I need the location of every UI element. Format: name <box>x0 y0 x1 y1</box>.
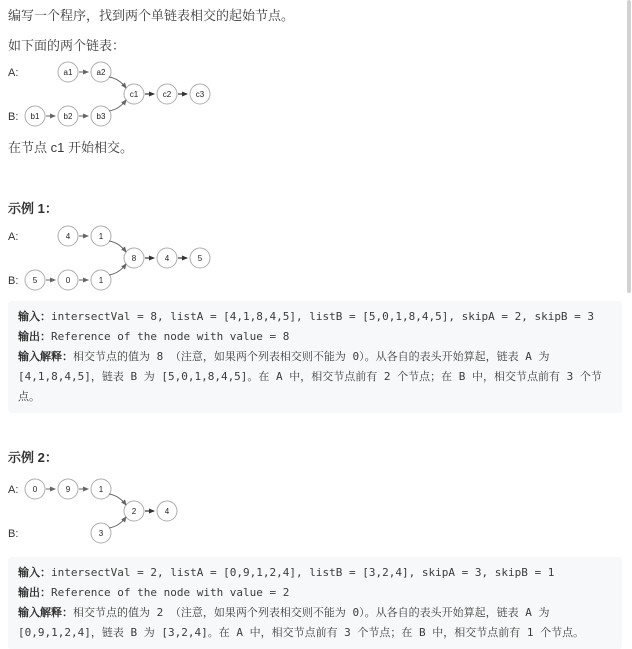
list-node-value: 0 <box>65 275 71 285</box>
list-node-value: 3 <box>98 528 104 538</box>
row-b-label: B: <box>8 528 19 540</box>
list-node-value: 4 <box>164 253 170 263</box>
example1-linked-lists-svg <box>0 224 632 294</box>
list-node-value: c2 <box>162 89 172 99</box>
intro-paragraph-3: 在节点 c1 开始相交。 <box>8 140 133 155</box>
input-label: 输入： <box>18 566 51 579</box>
example-2-output-line <box>18 583 612 603</box>
list-node-value: b2 <box>63 111 73 121</box>
list-node-value: 1 <box>98 275 104 285</box>
linked-list-diagram-example-2 <box>0 477 632 547</box>
input-label: 输入： <box>18 310 51 323</box>
list-node-value: 5 <box>32 275 38 285</box>
row-a-label: A: <box>8 484 19 496</box>
example-1-explain-line <box>18 347 612 407</box>
example-1-code-block <box>8 301 622 413</box>
linked-list-diagram-overview <box>0 60 632 130</box>
example-2-input-line <box>18 563 612 583</box>
explain-value: 相交节点的值为 8 （注意，如果两个列表相交则不能为 0）。从各自的表头开始算起，链表 A 为 [4,1,8,4,5]，链表 B 为 [5,0,1,8,4,5]。在 A 中，相交节点前有 2 个节点；在 B 中，相交节点前有 3 个节点。 <box>18 350 602 403</box>
list-node-value: 4 <box>164 506 170 516</box>
example-1-output-line <box>18 327 612 347</box>
list-node-value: 1 <box>98 231 104 241</box>
merge-pointer-curve <box>109 517 126 528</box>
explain-value: 相交节点的值为 2 （注意，如果两个列表相交则不能为 0）。从各自的表头开始算起，链表 A 为 [0,9,1,2,4]，链表 B 为 [3,2,4]。在 A 中，相交节点前有 3 个节点；在 B 中，相交节点前有 1 个节点。 <box>18 606 585 639</box>
output-label: 输出： <box>18 586 51 599</box>
row-b-label: B: <box>8 275 19 287</box>
input-value: intersectVal = 2, listA = [0,9,1,2,4], listB = [3,2,4], skipA = 3, skipB = 1 <box>51 566 555 579</box>
row-a-label: A: <box>8 231 19 243</box>
merge-pointer-curve <box>109 100 126 111</box>
row-b-label: B: <box>8 111 19 123</box>
vertical-scrollbar-thumb[interactable] <box>627 0 631 293</box>
output-value: Reference of the node with value = 2 <box>51 586 290 599</box>
output-label: 输出： <box>18 330 51 343</box>
example2-linked-lists-svg <box>0 477 632 547</box>
merge-pointer-curve <box>109 241 126 252</box>
list-node-value: 4 <box>65 231 71 241</box>
list-node-value: c1 <box>129 89 139 99</box>
example-2-explain-line <box>18 603 612 643</box>
example-2-code-block <box>8 557 622 649</box>
merge-pointer-curve <box>109 77 126 88</box>
explain-label: 输入解释： <box>18 350 73 363</box>
input-value: intersectVal = 8, listA = [4,1,8,4,5], listB = [5,0,1,8,4,5], skipA = 2, skipB = 3 <box>51 310 595 323</box>
explain-label: 输入解释： <box>18 606 73 619</box>
list-node-value: b1 <box>30 111 40 121</box>
intro-paragraph-2: 如下面的两个链表： <box>8 38 126 53</box>
list-node-value: 5 <box>197 253 203 263</box>
list-node-value: 2 <box>131 506 137 516</box>
example-1-title: 示例 1： <box>8 201 58 216</box>
list-node-value: 0 <box>32 484 38 494</box>
linked-list-diagram-example-1 <box>0 224 632 294</box>
list-node-value: b3 <box>96 111 106 121</box>
merge-pointer-curve <box>109 264 126 275</box>
merge-pointer-curve <box>109 494 126 505</box>
output-value: Reference of the node with value = 8 <box>51 330 290 343</box>
list-node-value: 9 <box>65 484 71 494</box>
list-node-value: 8 <box>131 253 137 263</box>
intro-paragraph-1: 编写一个程序，找到两个单链表相交的起始节点。 <box>8 8 295 23</box>
row-a-label: A: <box>8 67 19 79</box>
example-2-title: 示例 2： <box>8 450 58 465</box>
example-1-input-line <box>18 307 612 327</box>
list-node-value: a2 <box>96 67 106 77</box>
list-node-value: 1 <box>98 484 104 494</box>
overview-linked-lists-svg <box>0 60 632 130</box>
list-node-value: c3 <box>195 89 205 99</box>
list-node-value: a1 <box>63 67 73 77</box>
